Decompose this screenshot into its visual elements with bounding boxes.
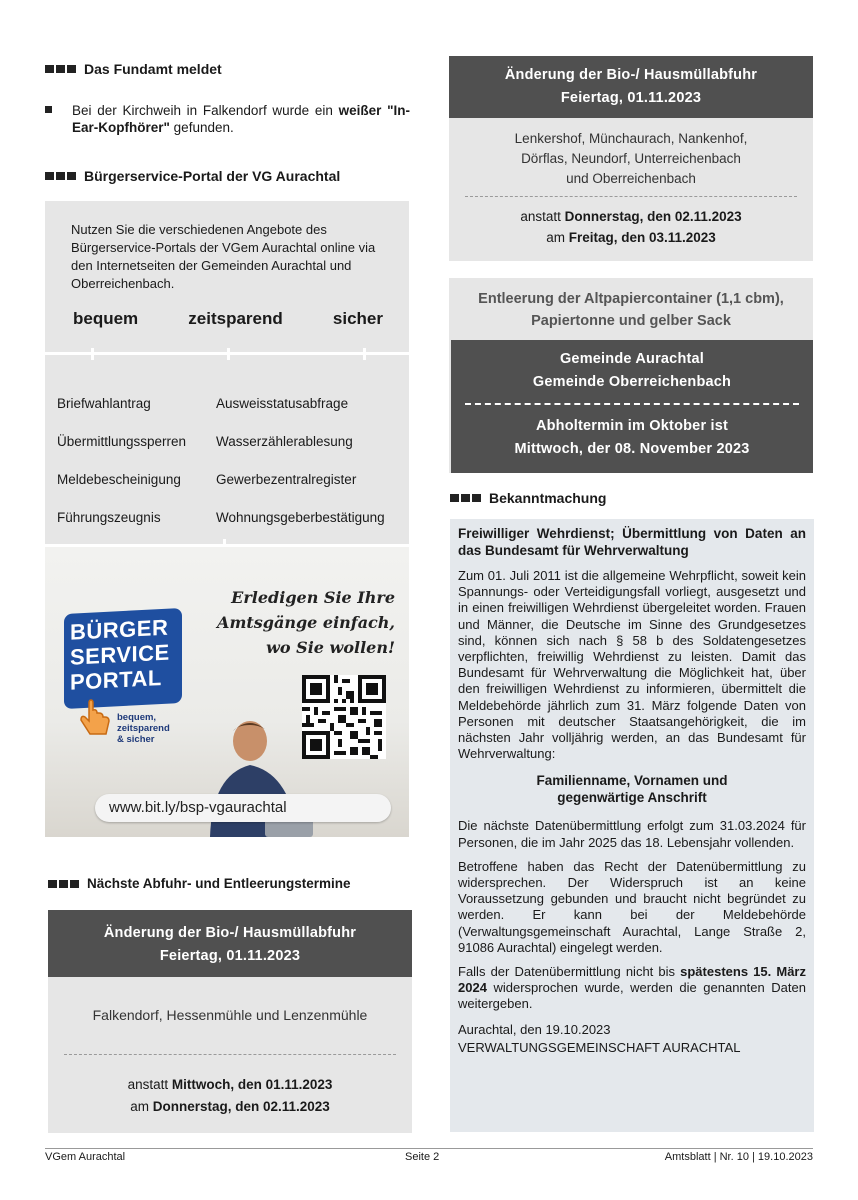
portal-benefits [73,309,383,329]
service-item: Gewerbezentralregister [216,472,357,487]
service-item: Meldebescheinigung [57,472,181,487]
altpapier-heading: Entleerung der Altpapiercontainer (1,1 cbm), Papiertonne und gelber Sack [478,291,784,329]
hand-cursor-icon [79,699,113,739]
notice-paragraph: Falls der Datenübermittlung nicht bis spätestens 15. März 2024 widersprochen wurde, werden die genannten Daten weitergeben. [458,964,806,1012]
notice-paragraph: Zum 01. Juli 2011 ist die allgemeine Wehrpflicht, soweit kein Spannungs- oder Verteidigungsfall vorliegt, ausgesetzt und in einen freiwilligen Wehrdienst übergeleitet worden. Frauen und Männer, die Deutsche im Sinne des Grundgesetzes sind, können sich nach § 58 b des Soldatengesetzes verpflichten, freiwillig Wehrdienst zu leisten. Damit das Bundesamt für Wehrverwaltung die Möglichkeit hat, über den freiwilligen Wehrdienst zu informieren, übermittelt die Meldebehörde jährlich zum 31. März folgende Daten von Personen mit deutscher Staatsangehörigkeit, die im nächsten Jahr volljährig werden, an das Bundesamt für Wehrverwaltung: [458,568,806,762]
divider [64,1054,396,1055]
notice-heading: Freiwilliger Wehrdienst; Übermittlung von Daten an das Bundesamt für Wehrverwaltung [458,526,806,558]
notice-box [450,519,814,1132]
benefit-label: bequem [73,309,139,328]
footer-right: Amtsblatt | Nr. 10 | 19.10.2023 [664,1151,813,1163]
section-marker-icon [45,65,76,73]
notice-paragraph: Die nächste Datenübermittlung erfolgt zum 31.03.2024 für Personen, die im Jahr 2025 das 18. Lebensjahr vollenden. [458,818,806,850]
bullet-icon [45,106,52,113]
divider [465,403,799,405]
notice-paragraph: Betroffene haben das Recht der Datenübermittlung zu widersprechen. Der Widerspruch ist an keine Voraussetzung gebunden und braucht nicht begründet zu werden. Er kann bei der Meldebehörde (Verwaltungsgemeinschaft Aurachtal, Lange Straße 2, 91086 Aurachtal) eingelegt werden. [458,858,806,955]
section-marker-icon [450,494,481,502]
benefit-label: sicher [332,309,383,328]
portal-logo: BÜRGER SERVICE PORTAL [64,608,182,709]
service-item: Wasserzählerablesung [216,434,353,449]
benefit-label: zeitsparend [188,309,283,328]
abfuhr-box-left-places: Falkendorf, Hessenmühle und Lenzenmühle [92,1007,368,1023]
abfuhr-box-right-dates: anstatt Donnerstag, den 02.11.2023 am Freitag, den 03.11.2023 [520,209,742,245]
abfuhr-box-left [48,910,412,1133]
services-left [57,385,186,537]
notice-signature: VERWALTUNGSGEMEINSCHAFT AURACHTAL [458,1039,741,1055]
portal-slogan: Erledigen Sie Ihre Amtsgänge einfach, wo Sie wollen! [217,588,395,657]
services-right [216,385,385,537]
fundamt-item: Bei der Kirchweih in Falkendorf wurde ein weißer "In-Ear-Kopfhörer" gefunden. [45,102,410,136]
portal-intro: Nutzen Sie die verschiedenen Angebote des Bürgerservice-Portals der VGem Aurachtal online via den Internetseiten der Gemeinden Aurachtal und Oberreichenbach. [71,222,376,291]
abfuhr-box-right-places: Lenkershof, Münchaurach, Nankenhof, Dörflas, Neundorf, Unterreichenbach und Oberreichenbach [514,131,748,186]
service-item: Ausweisstatusabfrage [216,396,349,411]
abfuhr-box-left-header: Änderung der Bio-/ Hausmüllabfuhr Feiertag, 01.11.2023 [48,910,412,977]
altpapier-band: Gemeinde Aurachtal Gemeinde Oberreichenbach Abholtermin im Oktober ist Mittwoch, der 08. November 2023 [451,340,813,473]
abfuhr-box-right-header: Änderung der Bio-/ Hausmüllabfuhr Feiertag, 01.11.2023 [449,56,813,118]
portal-box [45,201,409,837]
abfuhr-box-right [449,56,813,261]
altpapier-box [449,278,813,473]
section-marker-icon [45,172,76,180]
portal-ad [45,547,409,837]
fundamt-heading: Das Fundamt meldet [45,61,222,77]
notice-section-heading: Bekanntmachung [450,490,606,506]
service-item: Übermittlungssperren [57,434,187,449]
notice-signature-block [458,1021,806,1057]
service-item: Briefwahlantrag [57,396,151,411]
footer-page-number: Seite 2 [405,1151,440,1163]
abfuhr-box-left-dates: anstatt Mittwoch, den 01.11.2023 am Donnerstag, den 02.11.2023 [127,1077,333,1114]
footer-rule [45,1148,813,1149]
notice-data-fields: Familienname, Vornamen und gegenwärtige Anschrift [536,773,728,806]
service-item: Führungszeugnis [57,510,161,525]
section-marker-icon [48,880,79,888]
notice-place-date: Aurachtal, den 19.10.2023 [458,1021,611,1037]
portal-url-link[interactable]: www.bit.ly/bsp-vgaurachtal [95,794,391,822]
portal-logo-tagline: bequem, zeitsparend & sicher [117,712,170,745]
portal-heading: Bürgerservice-Portal der VG Aurachtal [45,168,340,184]
footer-left: VGem Aurachtal [45,1151,126,1163]
abfuhr-heading: Nächste Abfuhr- und Entleerungstermine [48,876,351,891]
divider [465,196,797,197]
service-item: Wohnungsgeberbestätigung [216,510,385,525]
